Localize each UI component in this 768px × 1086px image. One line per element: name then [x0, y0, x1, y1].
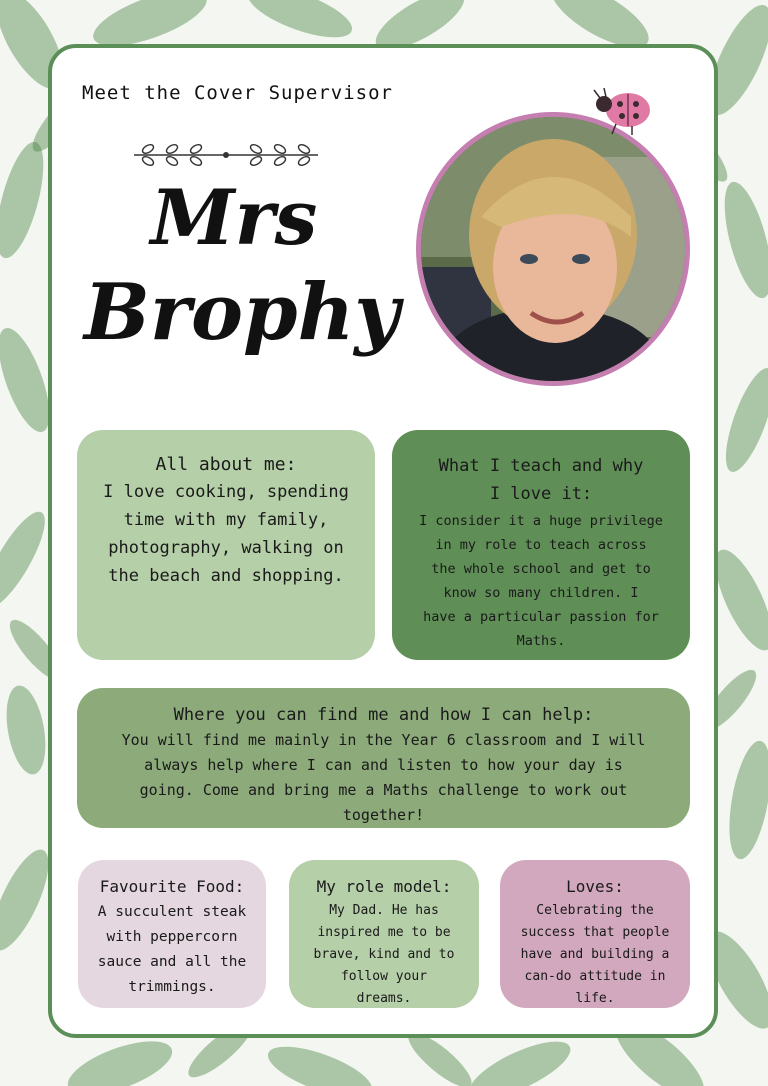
model-line: My Dad. He has: [329, 903, 439, 918]
leaf-icon: [262, 1036, 378, 1086]
leaf-icon: [0, 683, 51, 778]
loves-line: have and building a: [520, 947, 670, 962]
page-kicker: Meet the Cover Supervisor: [82, 82, 393, 104]
teach-line: I consider it a huge privilege: [419, 513, 663, 529]
loves-box: [500, 860, 690, 1008]
leaf-icon: [0, 137, 53, 262]
teach-line: the whole school and get to: [431, 561, 651, 577]
about-line: photography, walking on: [108, 538, 344, 558]
teach-line: Maths.: [516, 633, 566, 649]
loves-line: can-do attitude in: [524, 969, 666, 984]
about-line: the beach and shopping.: [108, 566, 344, 586]
where-to-find-me-box: [77, 688, 690, 828]
teach-title-line: What I teach and why: [438, 456, 644, 476]
what-i-teach-box: [392, 430, 690, 660]
where-line: You will find me mainly in the Year 6 classroom and I will: [121, 731, 646, 749]
model-line: brave, kind and to: [313, 947, 455, 962]
role-model-box: [289, 860, 479, 1008]
leaf-icon: [715, 177, 768, 302]
leaf-icon: [463, 1030, 578, 1086]
model-line: dreams.: [356, 991, 412, 1006]
teach-line: in my role to teach across: [435, 537, 647, 553]
teach-line: know so many children. I: [443, 585, 639, 601]
model-line: follow your: [340, 969, 428, 984]
teach-title-line: I love it:: [489, 484, 593, 504]
favourite-food-box: [78, 860, 266, 1008]
about-line: I love cooking, spending: [103, 482, 349, 502]
loves-line: success that people: [520, 925, 670, 940]
food-line: A succulent steak: [97, 904, 247, 920]
ladybug-icon: [592, 86, 654, 136]
about-line: time with my family,: [123, 510, 329, 530]
leaf-icon: [242, 0, 358, 48]
about-me-title: All about me:: [155, 454, 297, 475]
name-line-2: Brophy: [84, 266, 400, 358]
where-line: going. Come and bring me a Maths challenge to work out: [139, 781, 628, 799]
portrait-photo: [421, 117, 685, 381]
loves-title: Loves:: [566, 877, 624, 896]
food-line: with peppercorn: [106, 929, 238, 945]
leaf-icon: [722, 738, 768, 862]
leaf-icon: [716, 363, 768, 477]
leaf-icon: [61, 1030, 178, 1086]
name-line-1: Mrs: [150, 173, 318, 262]
where-line: together!: [342, 806, 425, 824]
model-title: My role model:: [316, 877, 452, 896]
loves-line: Celebrating the: [536, 903, 654, 918]
food-line: trimmings.: [128, 979, 216, 995]
where-title: Where you can find me and how I can help:: [173, 705, 594, 725]
leaf-vine-icon: [128, 140, 324, 170]
about-me-box: [77, 430, 375, 660]
food-line: sauce and all the: [97, 954, 247, 970]
loves-line: life.: [575, 991, 615, 1006]
teach-line: have a particular passion for: [423, 609, 659, 625]
model-line: inspired me to be: [317, 925, 451, 940]
food-title: Favourite Food:: [99, 877, 245, 896]
portrait-frame: [416, 112, 690, 386]
teacher-name: [84, 173, 400, 358]
where-line: always help where I can and listen to how your day is: [144, 756, 623, 774]
